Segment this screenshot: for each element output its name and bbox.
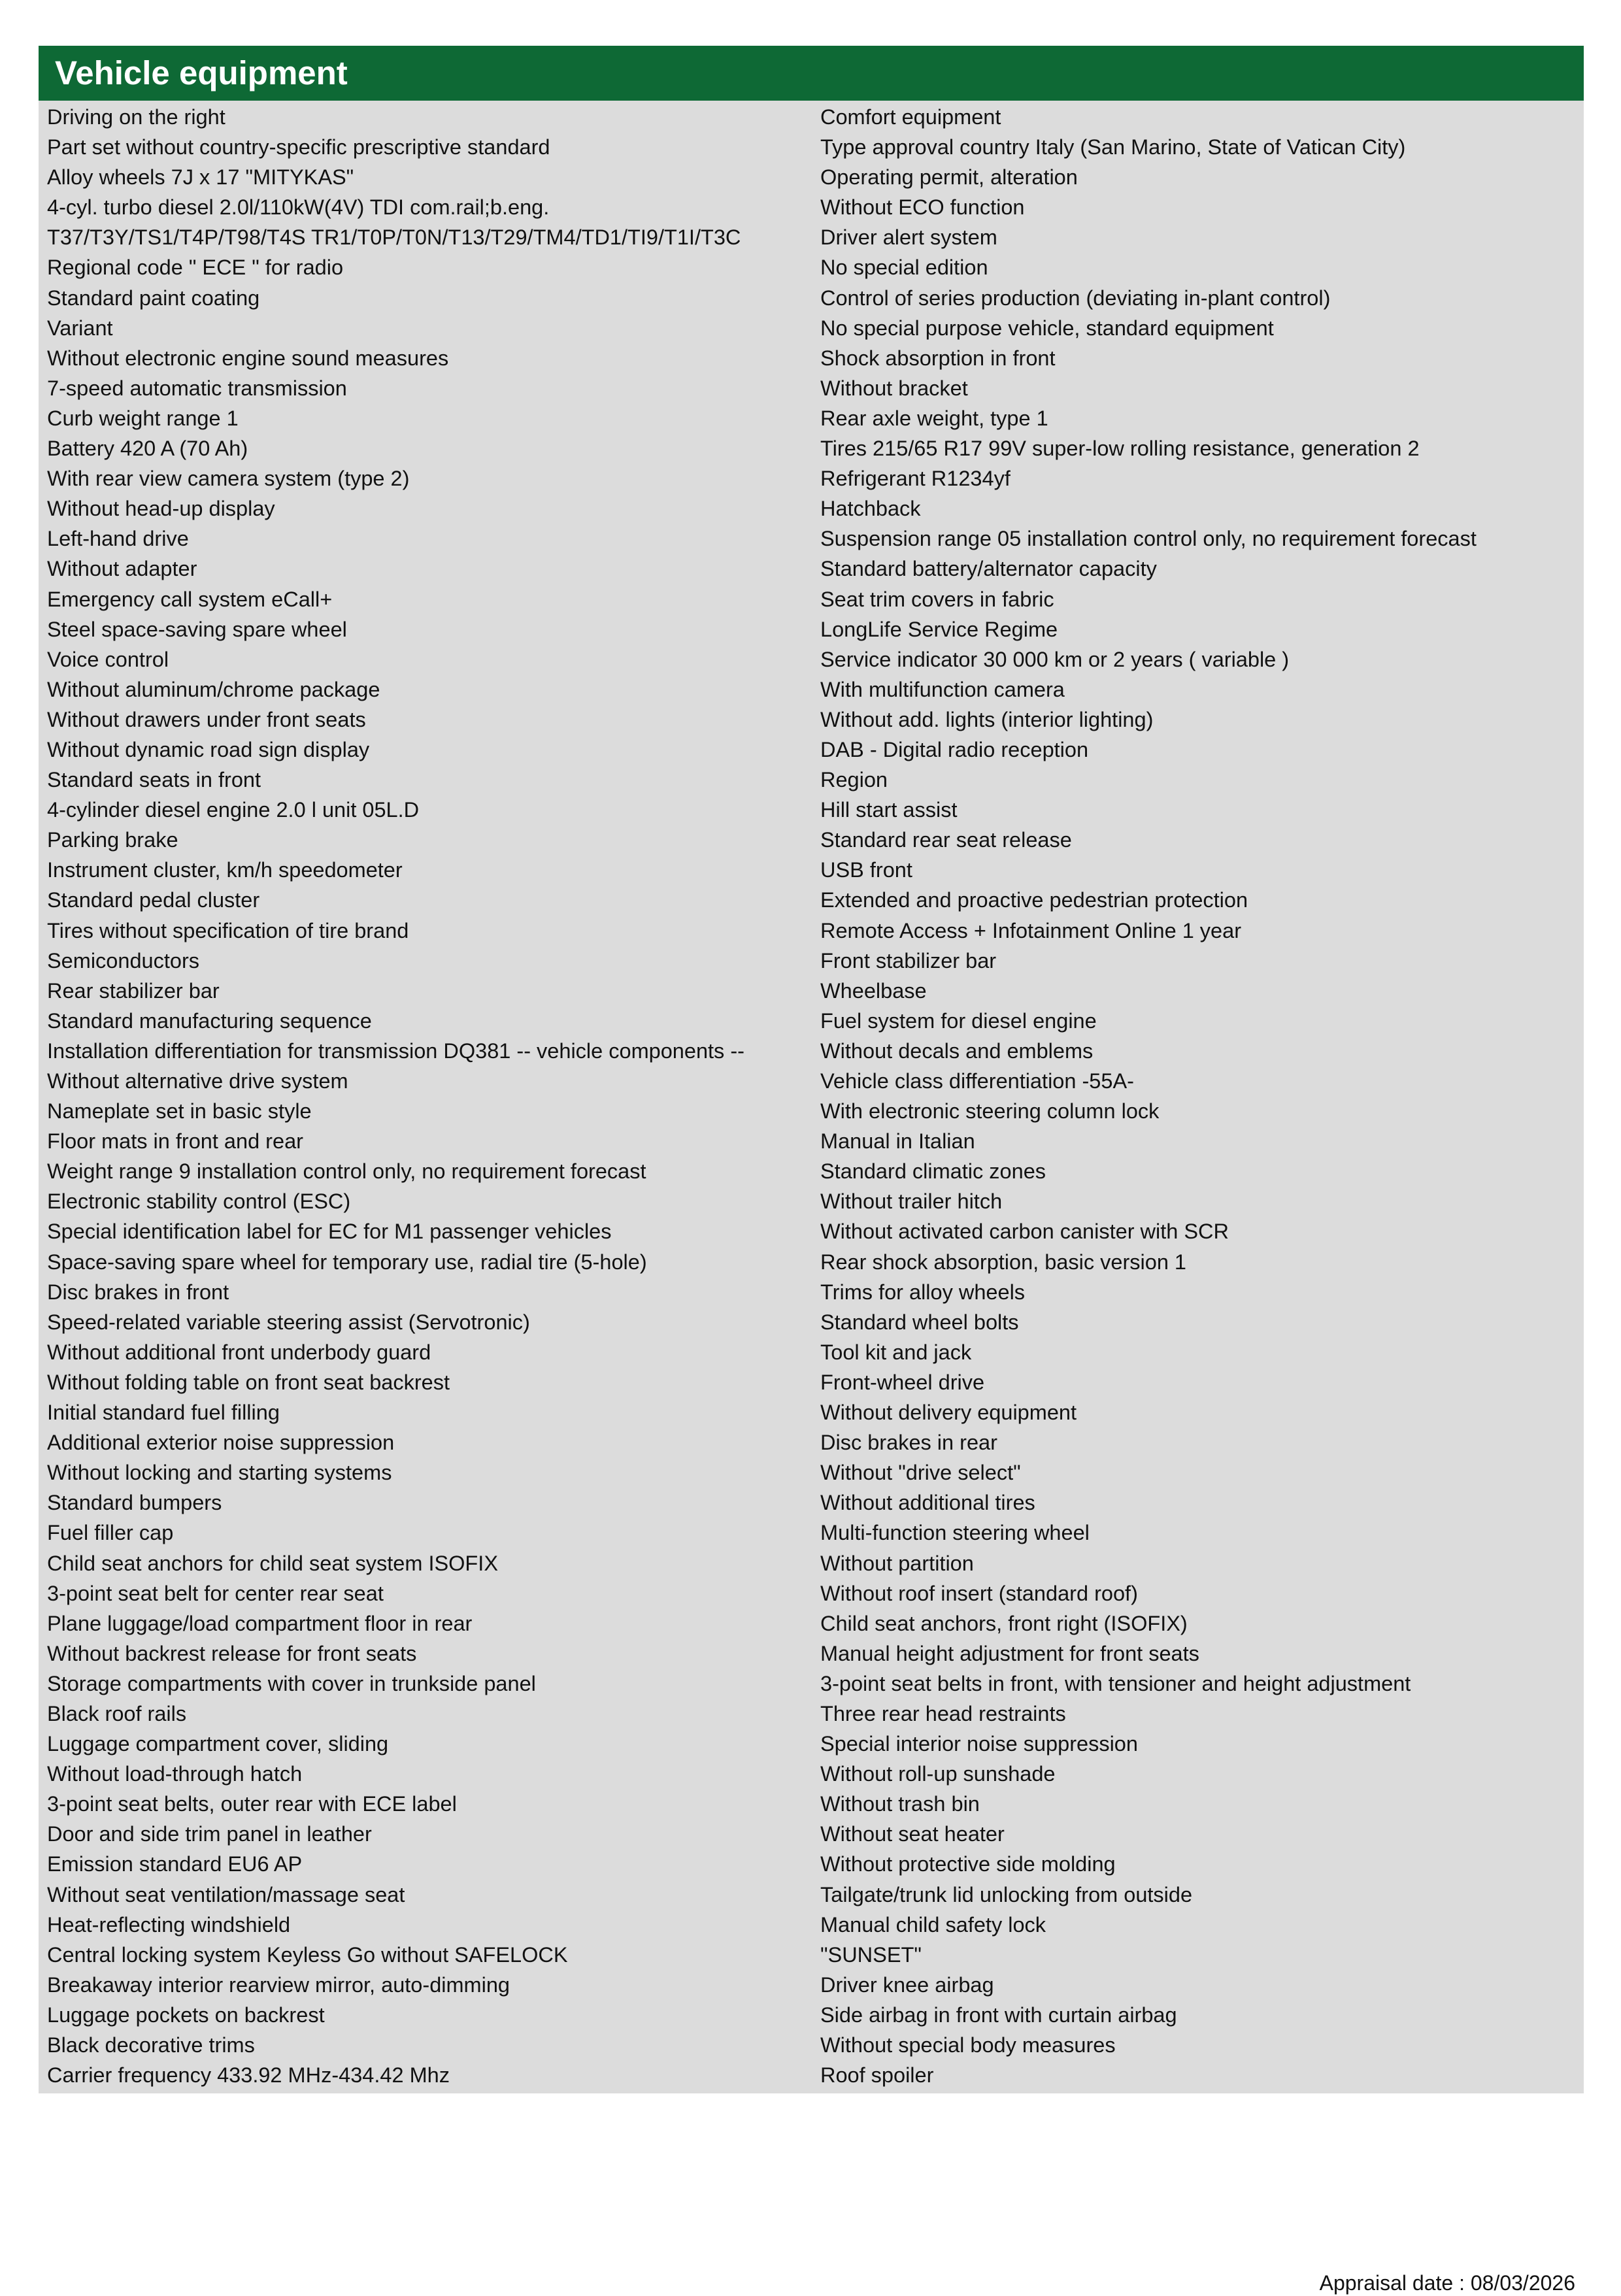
equipment-item: Rear shock absorption, basic version 1 [820,1250,1187,1274]
equipment-item: Without "drive select" [820,1461,1021,1485]
equipment-item: Standard rear seat release [820,828,1072,852]
equipment-item: Additional exterior noise suppression [47,1431,395,1455]
equipment-item: Child seat anchors, front right (ISOFIX) [820,1611,1188,1635]
equipment-item: LongLife Service Regime [820,617,1058,641]
equipment-item: With rear view camera system (type 2) [47,467,410,491]
equipment-item: Without bracket [820,376,968,400]
equipment-item: Without additional tires [820,1491,1035,1515]
equipment-item: Without alternative drive system [47,1069,348,1093]
equipment-item: Regional code " ECE " for radio [47,256,344,280]
section-title: Vehicle equipment [39,46,1584,101]
equipment-item: Rear axle weight, type 1 [820,406,1048,430]
equipment-item: Disc brakes in rear [820,1431,997,1455]
equipment-item: Space-saving spare wheel for temporary use, radial tire (5-hole) [47,1250,647,1274]
equipment-item: Tires 215/65 R17 99V super-low rolling resistance, generation 2 [820,437,1420,461]
equipment-item: Manual in Italian [820,1129,975,1154]
equipment-item: Hill start assist [820,798,958,822]
equipment-item: Multi-function steering wheel [820,1521,1090,1545]
equipment-item: Service indicator 30 000 km or 2 years ( variable ) [820,647,1290,671]
equipment-item: Seat trim covers in fabric [820,587,1054,611]
equipment-item: Curb weight range 1 [47,406,239,430]
equipment-item: With electronic steering column lock [820,1099,1160,1123]
equipment-item: Speed-related variable steering assist (Servotronic) [47,1310,530,1334]
equipment-item: Battery 420 A (70 Ah) [47,437,248,461]
equipment-item: "SUNSET" [820,1942,922,1967]
equipment-item: Front stabilizer bar [820,948,997,973]
equipment-item: DAB - Digital radio reception [820,737,1089,761]
equipment-item: Standard climatic zones [820,1159,1046,1184]
equipment-item: Comfort equipment [820,105,1001,129]
equipment-item: Storage compartments with cover in trunkside panel [47,1671,536,1695]
equipment-item: With multifunction camera [820,677,1065,701]
equipment-item: Initial standard fuel filling [47,1401,280,1425]
equipment-item: Region [820,768,888,792]
equipment-item: Emergency call system eCall+ [47,587,333,611]
equipment-item: Semiconductors [47,948,200,973]
equipment-item: Emission standard EU6 AP [47,1852,303,1876]
equipment-item: Without partition [820,1551,974,1575]
equipment-item: 4-cylinder diesel engine 2.0 l unit 05L.D [47,798,420,822]
equipment-item: Standard battery/alternator capacity [820,557,1157,581]
equipment-item: Manual child safety lock [820,1912,1046,1937]
equipment-item: Hatchback [820,497,921,521]
equipment-item: Trims for alloy wheels [820,1280,1026,1304]
equipment-item: Standard bumpers [47,1491,222,1515]
equipment-item: Side airbag in front with curtain airbag [820,2003,1177,2027]
equipment-item: Without drawers under front seats [47,707,366,731]
equipment-item: Standard pedal cluster [47,888,260,912]
equipment-item: Special identification label for EC for M1 passenger vehicles [47,1220,612,1244]
equipment-item: Without decals and emblems [820,1039,1094,1063]
right-equipment-column [811,102,1584,2090]
equipment-item: Black decorative trims [47,2033,255,2057]
equipment-item: Without delivery equipment [820,1401,1077,1425]
equipment-item: Floor mats in front and rear [47,1129,303,1154]
equipment-item: Alloy wheels 7J x 17 "MITYKAS" [47,165,354,190]
equipment-item: Without backrest release for front seats [47,1641,417,1665]
equipment-item: Suspension range 05 installation control only, no requirement forecast [820,527,1477,551]
equipment-item: Tires without specification of tire brand [47,918,409,942]
equipment-item: Black roof rails [47,1701,187,1725]
equipment-item: Luggage pockets on backrest [47,2003,325,2027]
equipment-item: T37/T3Y/TS1/T4P/T98/T4S TR1/T0P/T0N/T13/T29/TM4/TD1/TI9/T1I/T3C [47,225,741,250]
equipment-item: Disc brakes in front [47,1280,229,1304]
equipment-item: Shock absorption in front [820,346,1056,370]
equipment-item: Refrigerant R1234yf [820,467,1011,491]
equipment-item: Without trailer hitch [820,1190,1003,1214]
equipment-item: Without roll-up sunshade [820,1762,1056,1786]
equipment-item: No special edition [820,256,988,280]
left-equipment-column [39,102,811,2090]
appraisal-date: Appraisal date : 08/03/2026 [1319,2271,1575,2295]
equipment-item: Voice control [47,647,169,671]
equipment-item: 4-cyl. turbo diesel 2.0l/110kW(4V) TDI com.rail;b.eng. [47,195,550,220]
equipment-item: Instrument cluster, km/h speedometer [47,858,403,882]
equipment-item: Standard seats in front [47,768,261,792]
equipment-item: Without additional front underbody guard [47,1340,431,1364]
equipment-item: Steel space-saving spare wheel [47,617,347,641]
equipment-item: Left-hand drive [47,527,189,551]
equipment-item: Standard paint coating [47,286,260,310]
equipment-item: Without trash bin [820,1792,980,1816]
equipment-item: No special purpose vehicle, standard equipment [820,316,1274,340]
equipment-item: Fuel system for diesel engine [820,1008,1097,1033]
equipment-item: Tool kit and jack [820,1340,972,1364]
equipment-item: Without head-up display [47,497,275,521]
equipment-item: Without special body measures [820,2033,1116,2057]
vehicle-equipment-section [39,46,1584,2093]
equipment-item: Manual height adjustment for front seats [820,1641,1199,1665]
equipment-item: Roof spoiler [820,2063,934,2088]
equipment-item: Without adapter [47,557,197,581]
equipment-item: Driver knee airbag [820,1972,994,1997]
equipment-item: Without add. lights (interior lighting) [820,707,1154,731]
equipment-item: Wheelbase [820,978,927,1003]
equipment-item: Without activated carbon canister with SCR [820,1220,1229,1244]
equipment-item: Special interior noise suppression [820,1732,1138,1756]
equipment-item: Type approval country Italy (San Marino, State of Vatican City) [820,135,1406,159]
equipment-item: Variant [47,316,113,340]
equipment-item: Without protective side molding [820,1852,1116,1876]
equipment-item: Operating permit, alteration [820,165,1078,190]
equipment-item: 3-point seat belts in front, with tensioner and height adjustment [820,1671,1411,1695]
equipment-item: Standard wheel bolts [820,1310,1019,1334]
equipment-item: 7-speed automatic transmission [47,376,347,400]
equipment-item: Fuel filler cap [47,1521,174,1545]
equipment-item: Luggage compartment cover, sliding [47,1732,389,1756]
equipment-item: Door and side trim panel in leather [47,1822,372,1846]
equipment-item: Remote Access + Infotainment Online 1 year [820,918,1242,942]
equipment-item: 3-point seat belts, outer rear with ECE label [47,1792,457,1816]
equipment-item: Without ECO function [820,195,1025,220]
equipment-item: Electronic stability control (ESC) [47,1190,351,1214]
equipment-item: Tailgate/trunk lid unlocking from outside [820,1882,1193,1906]
equipment-item: Front-wheel drive [820,1370,985,1394]
equipment-item: Weight range 9 installation control only, no requirement forecast [47,1159,646,1184]
equipment-item: Nameplate set in basic style [47,1099,312,1123]
equipment-item: Without load-through hatch [47,1762,303,1786]
equipment-item: Without electronic engine sound measures [47,346,449,370]
equipment-item: Breakaway interior rearview mirror, auto-dimming [47,1972,510,1997]
equipment-item: Carrier frequency 433.92 MHz-434.42 Mhz [47,2063,450,2088]
equipment-item: Without dynamic road sign display [47,737,370,761]
equipment-item: Driver alert system [820,225,997,250]
equipment-item: Control of series production (deviating in-plant control) [820,286,1331,310]
equipment-item: Installation differentiation for transmission DQ381 -- vehicle components -- [47,1039,744,1063]
equipment-item: Without aluminum/chrome package [47,677,380,701]
equipment-item: USB front [820,858,912,882]
equipment-list [39,101,1584,2093]
equipment-item: Three rear head restraints [820,1701,1066,1725]
equipment-item: Central locking system Keyless Go without SAFELOCK [47,1942,568,1967]
equipment-item: Plane luggage/load compartment floor in rear [47,1611,473,1635]
equipment-item: Vehicle class differentiation -55A- [820,1069,1134,1093]
equipment-item: Standard manufacturing sequence [47,1008,372,1033]
equipment-item: 3-point seat belt for center rear seat [47,1581,384,1605]
equipment-item: Parking brake [47,828,178,852]
equipment-item: Rear stabilizer bar [47,978,220,1003]
equipment-item: Without roof insert (standard roof) [820,1581,1138,1605]
equipment-item: Without seat ventilation/massage seat [47,1882,405,1906]
equipment-item: Without seat heater [820,1822,1005,1846]
equipment-item: Driving on the right [47,105,226,129]
equipment-item: Part set without country-specific prescriptive standard [47,135,550,159]
equipment-item: Without folding table on front seat backrest [47,1370,450,1394]
equipment-item: Heat-reflecting windshield [47,1912,291,1937]
equipment-item: Child seat anchors for child seat system ISOFIX [47,1551,498,1575]
equipment-item: Extended and proactive pedestrian protection [820,888,1248,912]
equipment-item: Without locking and starting systems [47,1461,392,1485]
